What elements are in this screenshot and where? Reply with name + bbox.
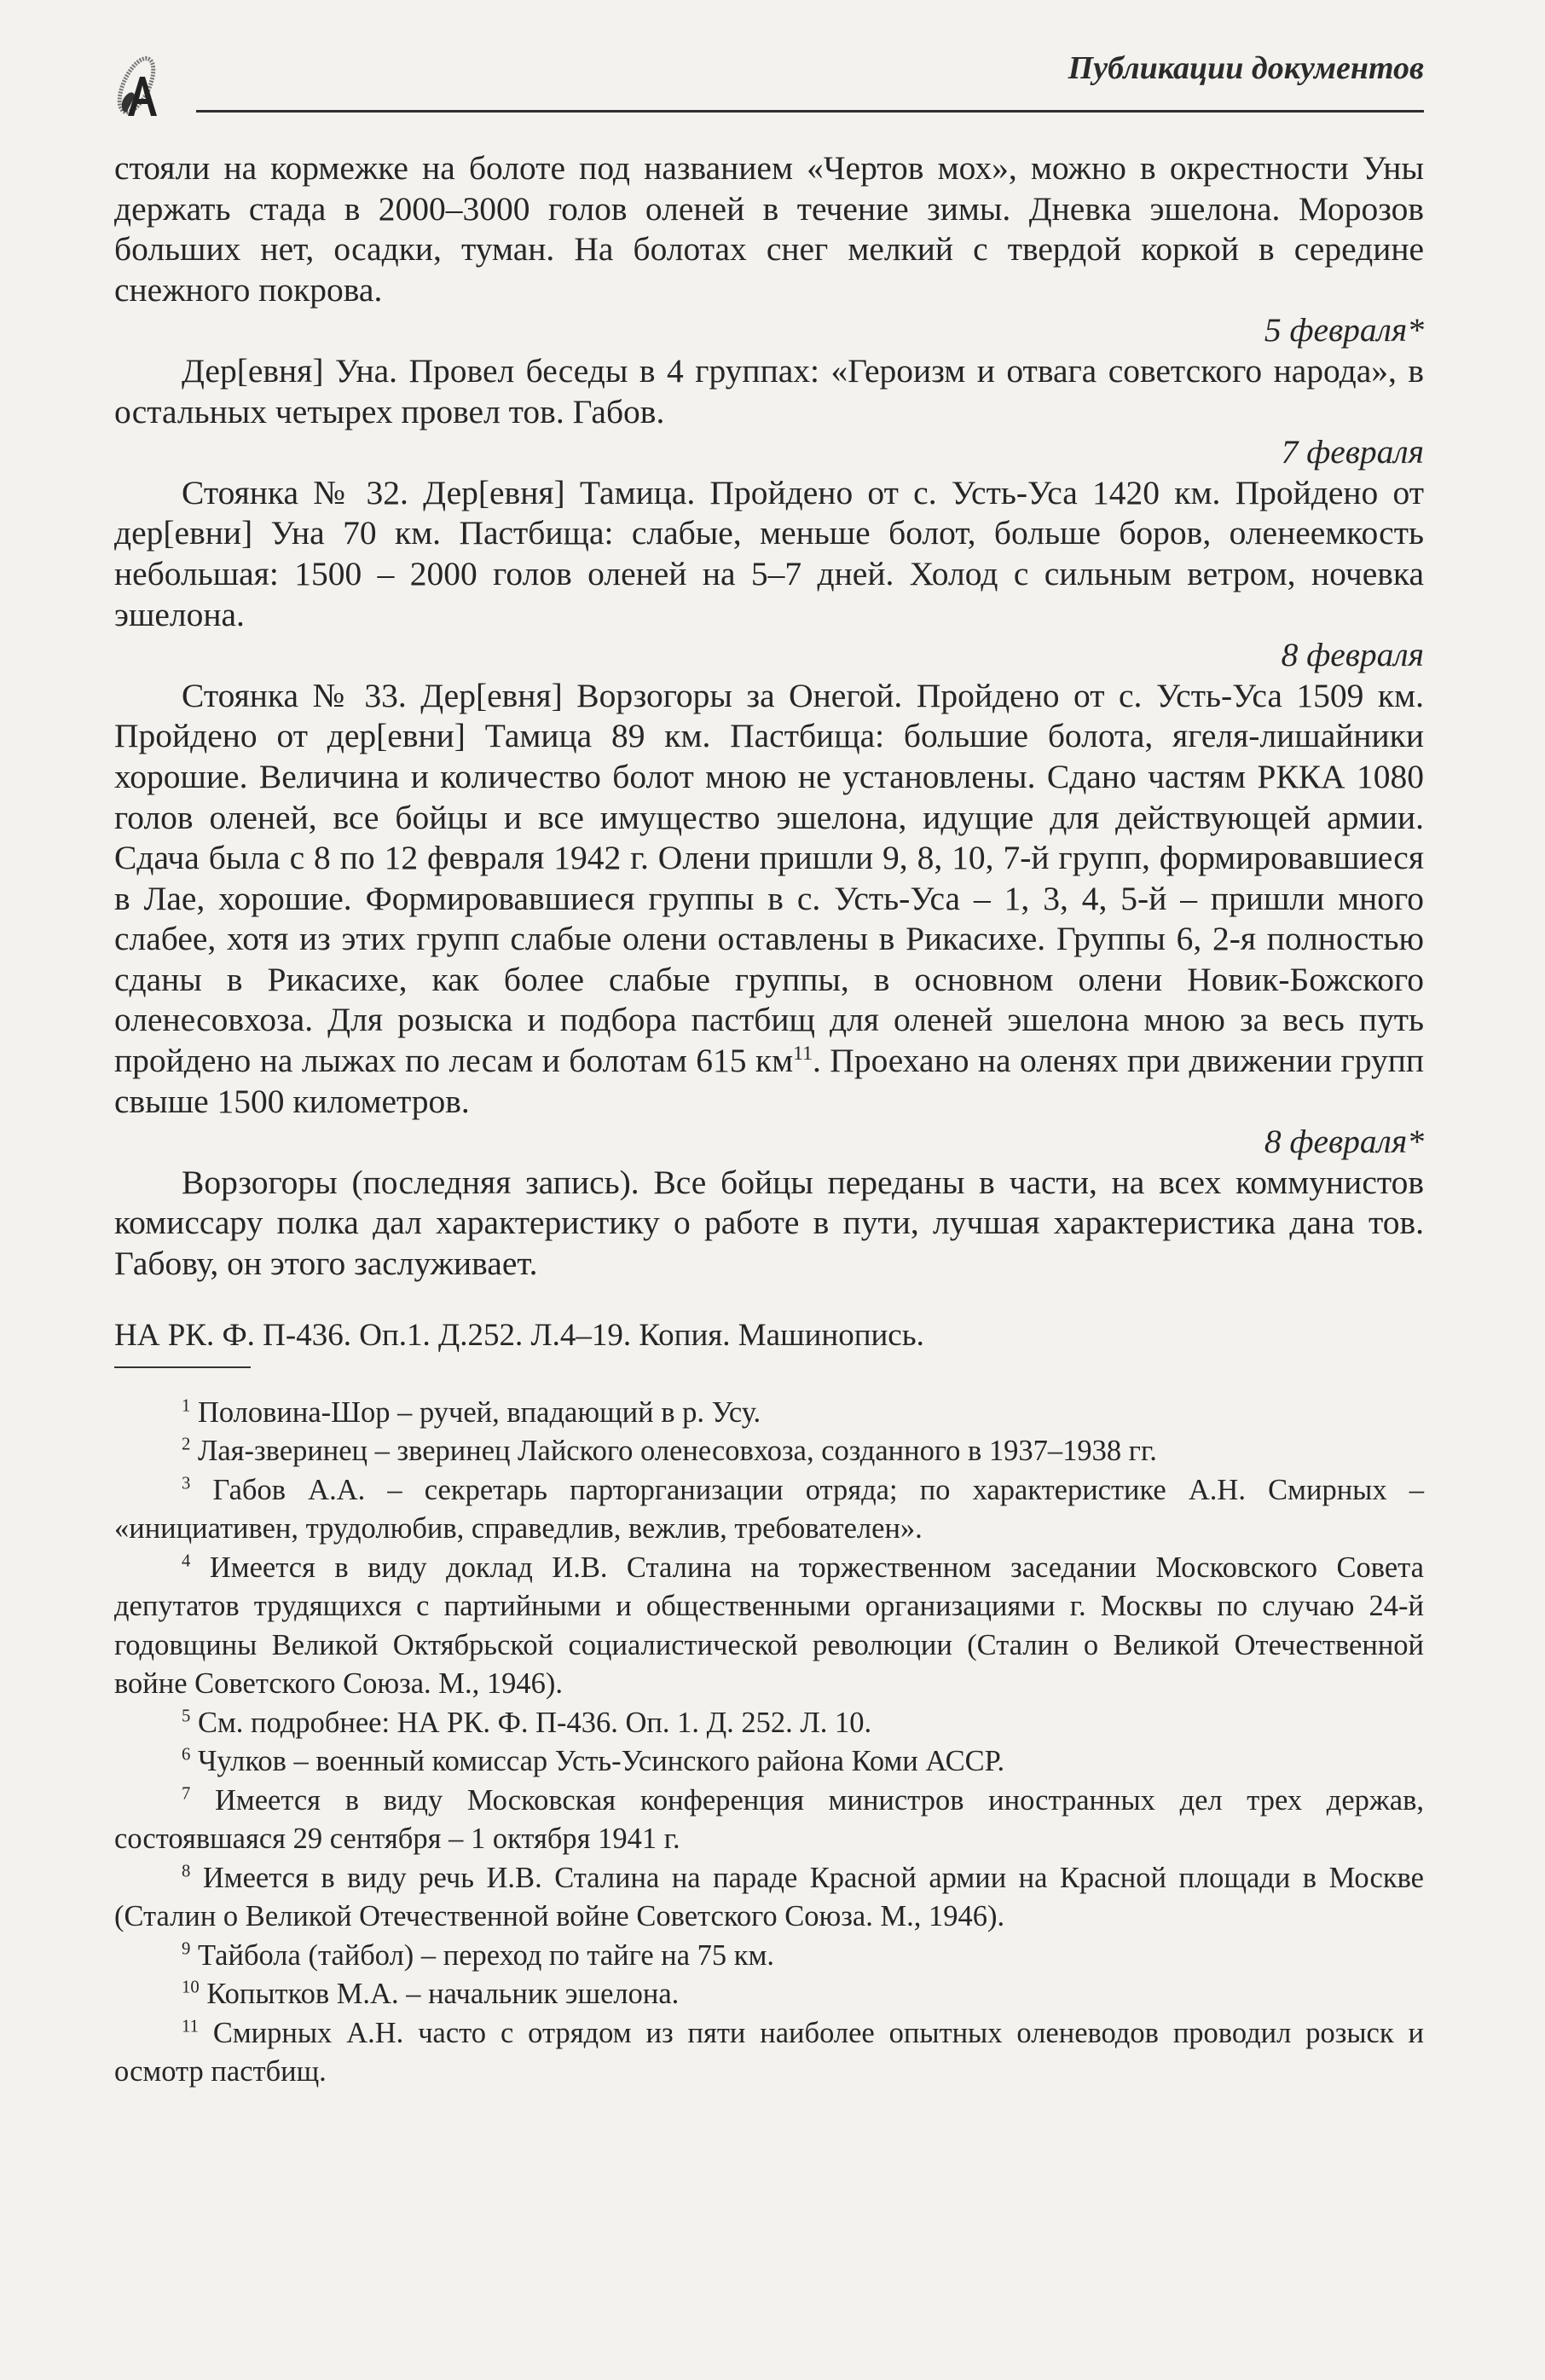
- entry-date: 7 февраля: [1281, 433, 1424, 471]
- entry-paragraph: Дер[евня] Уна. Провел беседы в 4 группах: «Героизм и отвага советского народа», в остальных четырех провел тов. Габов.: [114, 351, 1424, 430]
- footnote-item: $^5$ См. подробнее: НА РК. Ф. П-436. Оп. 1. Д. 252. Л. 10.: [182, 1706, 872, 1739]
- diary-body: [114, 148, 1424, 1285]
- footnote-number: 9: [182, 1939, 191, 1959]
- footnote-item: $^1$ Половина-Шор – ручей, впадающий в р. Усу.: [182, 1395, 761, 1429]
- footnote-item: $^6$ Чулков – военный комиссар Усть-Усинского района Коми АССР.: [182, 1745, 1005, 1778]
- footnote-item: $^9$ Тайбола (тайбол) – переход по тайге на 75 км.: [182, 1938, 775, 1972]
- footnote-number: 1: [182, 1396, 191, 1416]
- footnote-number: 2: [182, 1435, 191, 1454]
- entry-paragraph: Ворзогоры (последняя запись). Все бойцы переданы в части, на всех коммунистов комиссару полка дал характеристику о работе в пути, лучшая характеристика дана тов. Габову, он этого заслуживает.: [114, 1163, 1424, 1283]
- entry-paragraph: Стоянка № 33. Дер[евня] Ворзогоры за Онегой. Пройдено от с. Усть-Уса 1509 км. Пройдено от дер[евни] Тамица 89 км. Пастбища: большие болота, ягеля-лишайники хорошие. Величина и количество болот мною не установлены. Сдано частям РККА 1080 голов оленей, все бойцы и все имущество эшелона, идущие для действующей армии. Сдача была с 8 по 12 февраля 1942 г. Олени пришли 9, 8, 10, 7-й групп, формировавшиеся в Лае, хорошие. Формировавшиеся группы в с. Усть-Уса – 1, 3, 4, 5-й – пришли много слабее, хотя из этих групп слабые олени оставлены в Рикасихе. Группы 6, 2-я полностью сданы в Рикасихе, как более слабые группы, в основном олени Новик-Божского оленесовхоза. Для розыска и подбора пастбищ для оленей эшелона мною за весь путь пройдено на лыжах по лесам и болотам 615 $км^{11}$. Проехано на оленях при движении групп свыше 1500 километров.: [114, 676, 1424, 1120]
- footnote-number: 5: [182, 1707, 191, 1726]
- document-page: [114, 44, 1424, 2092]
- footnote-ref[interactable]: 11: [793, 1042, 813, 1065]
- footnote-item: $^2$ Лая-зверинец – зверинец Лайского оленесовхоза, созданного в 1937–1938 гг.: [182, 1435, 1157, 1468]
- footnote-item: $^3$ Габов А.А. – секретарь парторганизации отряда; по характеристике А.Н. Смирных – «инициативен, трудолюбив, справедлив, вежлив, требователен».: [114, 1473, 1424, 1545]
- footnote-separator: [114, 1366, 251, 1368]
- footnote-item: $^4$ Имеется в виду доклад И.В. Сталина на торжественном заседании Московского Совета депутатов трудящихся с партийными и общественными организациями г. Москвы по случаю 24-й годовщины Великой Октябрьской социалистической революции (Сталин о Великой Отечественной войне Советского Союза. М., 1946).: [114, 1551, 1424, 1701]
- footnote-item: $^8$ Имеется в виду речь И.В. Сталина на параде Красной армии на Красной площади в Москве (Сталин о Великой Отечественной войне Советского Союза. М., 1946).: [114, 1861, 1424, 1933]
- footnote-item: $^{10}$ Копытков М.А. – начальник эшелона.: [182, 1978, 680, 2011]
- footnote-number: 4: [182, 1551, 191, 1571]
- entry-paragraph: стояли на кормежке на болоте под названием «Чертов мох», можно в окрестности Уны держать стада в 2000–3000 голов оленей в течение зимы. Дневка эшелона. Морозов больших нет, осадки, туман. На болотах снег мелкий с твердой коркой в середине снежного покрова.: [114, 149, 1424, 309]
- footnote-number: 3: [182, 1474, 191, 1493]
- entry-date: 8 февраля*: [1264, 1123, 1424, 1161]
- footnote-number: 8: [182, 1862, 191, 1881]
- footnote-number: 6: [182, 1745, 191, 1765]
- archive-source-citation: НА РК. Ф. П-436. Оп.1. Д.252. Л.4–19. Копия. Машинопись.: [114, 1317, 924, 1353]
- footnotes: [114, 1394, 1424, 2092]
- header-rule: [196, 110, 1424, 113]
- running-title: Публикации документов: [1068, 50, 1424, 86]
- footnote-number: 7: [182, 1784, 191, 1804]
- footnote-item: $^7$ Имеется в виду Московская конференция министров иностранных дел трех держав, состоявшаяся 29 сентября – 1 октября 1941 г.: [114, 1783, 1424, 1856]
- footnote-number: 11: [182, 2017, 199, 2036]
- entry-date: 8 февраля: [1281, 636, 1424, 674]
- footnote-item: $^{11}$ Смирных А.Н. часто с отрядом из пяти наиболее опытных оленеводов проводил розыск и осмотр пастбищ.: [114, 2016, 1424, 2088]
- footnote-number: 10: [182, 1978, 200, 1997]
- archive-emblem-icon: [111, 51, 165, 118]
- page-header: [114, 44, 1424, 114]
- entry-date: 5 февраля*: [1264, 311, 1424, 349]
- entry-paragraph: Стоянка № 32. Дер[евня] Тамица. Пройдено от с. Усть-Уса 1420 км. Пройдено от дер[евни] Уна 70 км. Пастбища: слабые, меньше болот, больше боров, оленеемкость небольшая: 1500 – 2000 голов оленей на 5–7 дней. Холод с сильным ветром, ночевка эшелона.: [114, 473, 1424, 633]
